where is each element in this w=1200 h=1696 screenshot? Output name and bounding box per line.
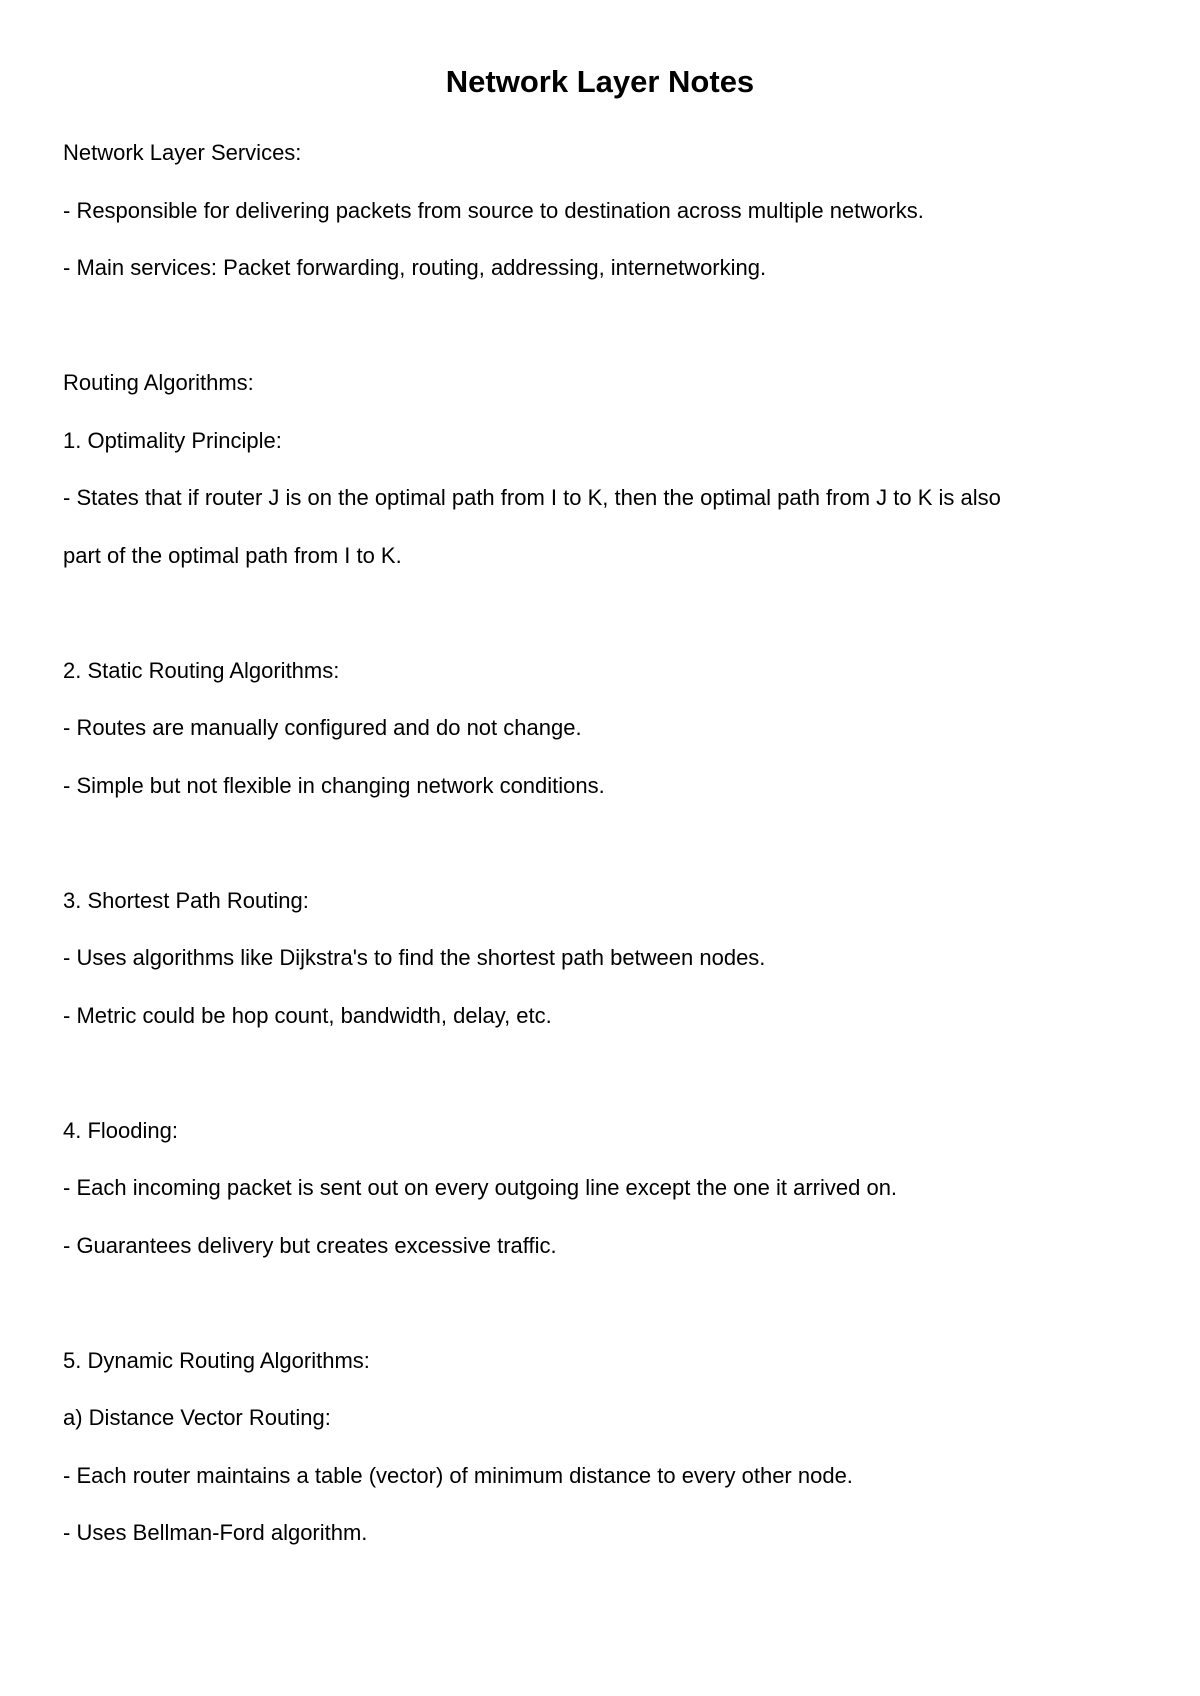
bullet-line: - Main services: Packet forwarding, routing, addressing, internetworking. (63, 255, 767, 280)
bullet-line: - Uses algorithms like Dijkstra's to find the shortest path between nodes. (63, 945, 766, 970)
bullet-line: - Guarantees delivery but creates excessive traffic. (63, 1232, 557, 1258)
subsection-heading: 4. Flooding: (63, 1117, 178, 1143)
subsection-heading: 5. Dynamic Routing Algorithms: (63, 1347, 370, 1373)
subsection-heading: 3. Shortest Path Routing: (63, 887, 309, 913)
document-body (63, 124, 1143, 1562)
subsection-heading: 2. Static Routing Algorithms: (63, 657, 340, 683)
bullet-line: - States that if router J is on the optimal path from I to K, then the optimal path from J to K is also (63, 485, 1001, 510)
bullet-line: - Routes are manually configured and do not change. (63, 715, 582, 740)
bullet-line: - Simple but not flexible in changing network conditions. (63, 772, 605, 798)
bullet-line: - Responsible for delivering packets from source to destination across multiple networks. (63, 197, 924, 223)
bullet-line: - Uses Bellman-Ford algorithm. (63, 1520, 368, 1545)
blank-line (63, 297, 1143, 355)
subsection-heading: a) Distance Vector Routing: (63, 1405, 331, 1430)
subsection-heading: 1. Optimality Principle: (63, 427, 282, 453)
blank-line (63, 584, 1143, 642)
section-heading: Routing Algorithms: (63, 370, 254, 395)
continuation-line: part of the optimal path from I to K. (63, 542, 402, 568)
section-heading: Network Layer Services: (63, 140, 302, 165)
document-title: Network Layer Notes (445, 64, 755, 99)
bullet-line: - Each router maintains a table (vector) of minimum distance to every other node. (63, 1462, 853, 1488)
bullet-line: - Metric could be hop count, bandwidth, delay, etc. (63, 1002, 552, 1028)
blank-line (63, 1044, 1143, 1102)
blank-line (63, 1274, 1143, 1332)
blank-line (63, 814, 1143, 872)
bullet-line: - Each incoming packet is sent out on every outgoing line except the one it arrived on. (63, 1175, 898, 1200)
